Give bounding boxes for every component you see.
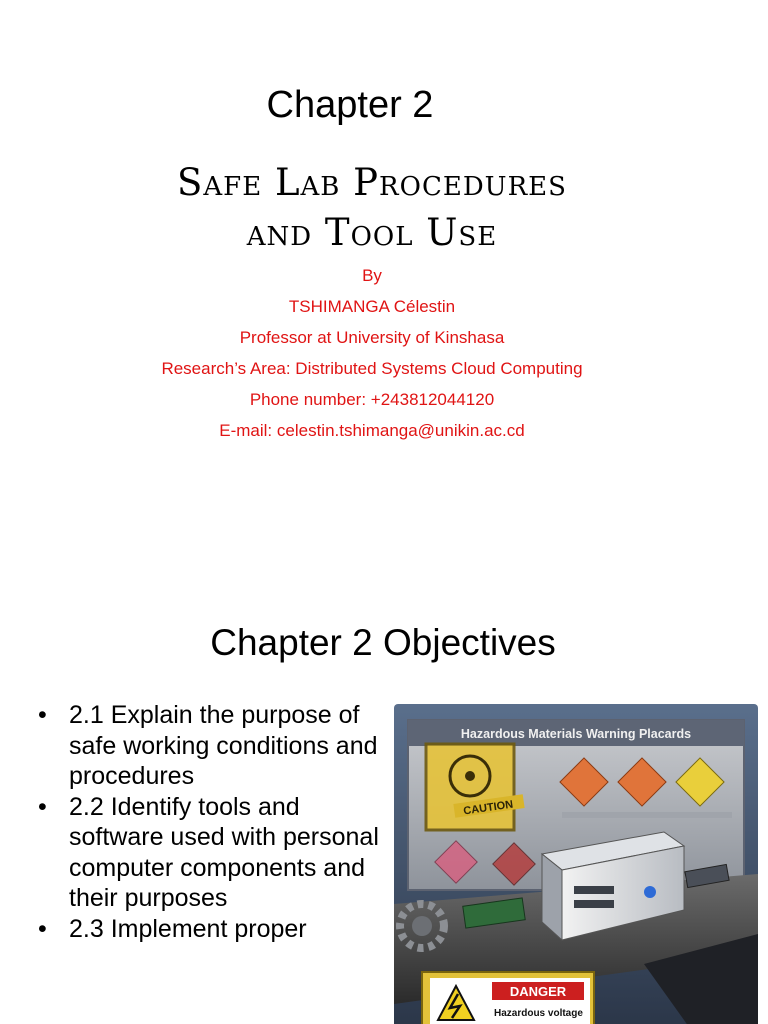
objective-text: 2.3 Implement proper (69, 914, 307, 943)
slide-title (0, 158, 744, 258)
slide-title-line-2: and Tool Use (246, 211, 498, 254)
danger-header: DANGER (509, 984, 567, 999)
caution-sign (426, 744, 525, 830)
slide-title-line-1: Safe Lab Procedures (177, 161, 567, 204)
drive-bay (574, 900, 614, 908)
objectives-list (38, 700, 388, 944)
bullet-icon: • (38, 914, 47, 943)
objectives-title: Chapter 2 Objectives (210, 622, 556, 663)
author-phone: Phone number: +243812044120 (249, 390, 495, 409)
bullet-icon: • (38, 792, 47, 821)
placard-board-title: Hazardous Materials Warning Placards (460, 727, 692, 741)
danger-text: Hazardous voltage (494, 1008, 583, 1019)
gear-hub (412, 916, 432, 936)
drive-bay (574, 886, 614, 894)
bullet-icon: • (38, 701, 47, 729)
caution-label: CAUTION (462, 798, 514, 818)
author-name: TSHIMANGA Célestin (288, 297, 456, 316)
radiation-icon-center (465, 771, 475, 781)
chapter-label: Chapter 2 (266, 84, 434, 126)
objective-item (38, 914, 388, 945)
placard-row-divider (562, 812, 732, 818)
objective-item (38, 792, 388, 914)
author-block (0, 260, 744, 446)
objectives-slide (0, 560, 768, 1024)
author-by: By (362, 266, 382, 285)
author-email: E-mail: celestin.tshimanga@unikin.ac.cd (219, 421, 525, 440)
author-research-area: Research’s Area: Distributed Systems Cloud Computing (161, 359, 583, 378)
author-position: Professor at University of Kinshasa (239, 328, 505, 347)
objective-text: 2.2 Identify tools and software used with personal computer components and their purposes (69, 792, 379, 912)
lab-safety-illustration (394, 704, 758, 1024)
objective-item (38, 700, 388, 792)
danger-sign (422, 972, 594, 1024)
objective-text: 2.1 Explain the purpose of safe working conditions and procedures (69, 701, 378, 790)
power-button-icon (644, 886, 656, 898)
lab-safety-illustration-svg (394, 704, 758, 1024)
